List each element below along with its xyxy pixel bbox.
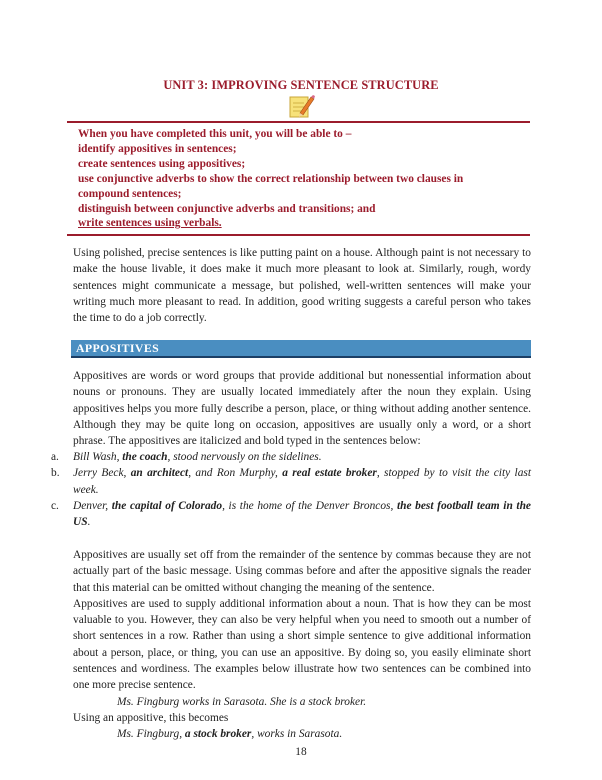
intro-paragraph: Using polished, precise sentences is like putting paint on a house. Although paint is not necessary to make the house livable, it does make it much more pleasant to look at. Similarly, rough, wordy sentences might communicate a message, but polished, well-written sentences will make your writing much more pleasant to read. In addition, good writing suggests a careful person who takes the time to do a job correctly. (73, 247, 531, 325)
appositive: a stock broker (184, 728, 252, 740)
notepad-pencil-icon (287, 93, 315, 119)
example-text: Denver, (73, 499, 112, 512)
list-item (51, 449, 531, 465)
example-text: Bill Wash, (73, 451, 123, 463)
example-before: Ms. Fingburg works in Sarasota. She is a stock broker. (117, 696, 367, 708)
objective-item: identify appositives in sentences; (78, 142, 237, 155)
example-text: , stopped by to visit the city last week. (73, 467, 531, 496)
objective-item: create sentences using appositives; (78, 157, 246, 170)
objectives-top-rule (67, 121, 530, 123)
appositive: the best football team in the US (73, 499, 531, 529)
objective-item: compound sentences; (78, 187, 182, 200)
example-text: Ms. Fingburg, (117, 728, 185, 740)
examples-list (51, 449, 531, 530)
objectives-intro: When you have completed this unit, you will be able to – (78, 128, 352, 140)
example-text: , stood nervously on the sidelines. (167, 451, 322, 463)
example-text: , and Ron Murphy, (188, 467, 283, 480)
objective-item: use conjunctive adverbs to show the correct relationship between two clauses in (78, 172, 464, 185)
commas-paragraph: Appositives are usually set off from the remainder of the sentence by commas because they are not actually part of the basic message. Using commas before and after the appositive signals the reader that this material can be omitted without changing the meaning of the sentence. (73, 549, 531, 594)
list-item (51, 498, 531, 531)
list-label: c. (51, 499, 59, 512)
list-label: b. (51, 467, 60, 480)
objectives-box (67, 121, 530, 235)
section-heading-bar (71, 340, 531, 358)
appositive: an architect (130, 467, 189, 480)
list-item (51, 465, 531, 498)
objective-item: write sentences using verbals. (78, 217, 222, 230)
example-text: . (87, 516, 91, 529)
page-number: 18 (295, 746, 307, 758)
example-text: Jerry Beck, (73, 467, 131, 480)
example-after (117, 726, 342, 742)
list-label: a. (51, 451, 59, 463)
appositive: the capital of Colorado (111, 499, 223, 512)
objectives-bottom-rule (67, 234, 530, 236)
objective-item: distinguish between conjunctive adverbs and transitions; and (78, 202, 376, 215)
usage-paragraph: Appositives are used to supply additional information about a noun. That is how they can be most valuable to you. However, they can also be very helpful when you need to smooth out a number of short sentences in a row. Rather than using a short simple sentence to give additional information about a person, place, or thing, you can use an appositive. By doing so, you easily eliminate short sentences and wordiness. The examples below illustrate how two sentences can be combined into one more precise sentence. (73, 597, 531, 692)
appositive: a real estate broker (282, 467, 377, 480)
example-text: , works in Sarasota. (251, 728, 343, 740)
example-transition: Using an appositive, this becomes (73, 712, 229, 724)
body-paragraph-group (73, 547, 531, 694)
appositives-paragraph: Appositives are words or word groups that provide additional but nonessential information about nouns or pronouns. They are usually located immediately after the noun they explain. Using appositives helps you more fully describe a person, place, or thing without adding another sentence. Although they may be quite long on occasion, appositives are usually only a word, or a short phrase. The appositives are italicized and bold typed in the sentences below: (73, 370, 531, 448)
unit-title: UNIT 3: IMPROVING SENTENCE STRUCTURE (163, 78, 439, 92)
appositive: the coach (122, 451, 168, 463)
example-text: , is the home of the Denver Broncos, (222, 499, 397, 512)
section-heading: APPOSITIVES (76, 341, 160, 355)
